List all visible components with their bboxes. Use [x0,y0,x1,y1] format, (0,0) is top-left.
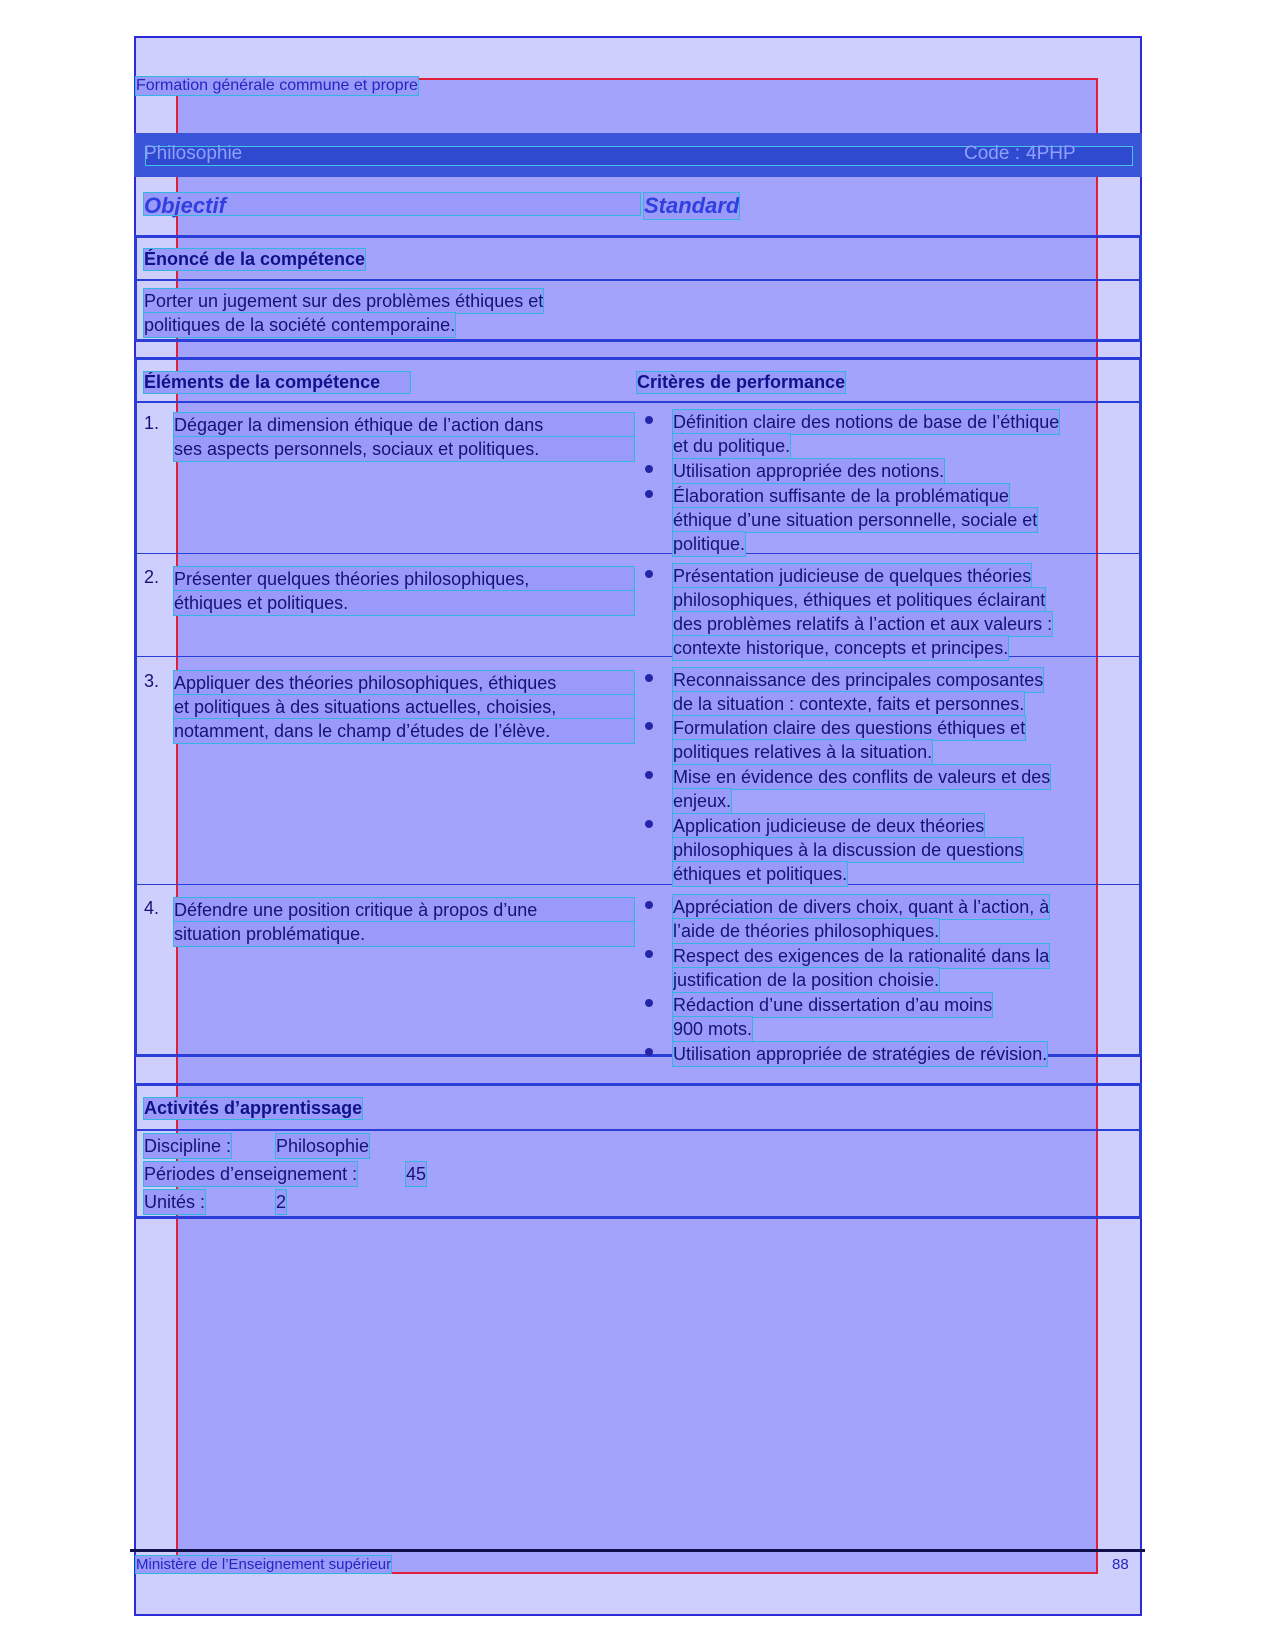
criterion-line: et du politique. [673,436,791,456]
criterion-line: Formulation claire des questions éthiques et [673,718,1026,738]
criterion-line: enjeux. [673,791,732,811]
criterion-line: l’aide de théories philosophiques. [673,921,940,941]
criterion-line: 900 mots. [673,1019,753,1039]
bullet-icon [645,570,653,578]
code-value: 4PHP [1026,143,1076,164]
bullet-icon [645,999,653,1007]
periods-value: 45 [406,1164,427,1184]
element-line: Dégager la dimension éthique de l’action dans [174,413,634,437]
bullet-icon [645,674,653,682]
bullet-icon [645,901,653,909]
units-value: 2 [276,1192,287,1212]
element-line: Appliquer des théories philosophiques, éthiques [174,671,634,695]
criterion-line: Appréciation de divers choix, quant à l’action, à [673,897,1050,917]
bullet-icon [645,416,653,424]
element-line: situation problématique. [174,922,634,946]
elements-header: Éléments de la compétence [144,372,410,393]
element-line: éthiques et politiques. [174,591,634,615]
competence-line-1: Porter un jugement sur des problèmes éthiques et [144,291,544,311]
standard-heading: Standard [644,193,740,218]
objective-heading: Objectif [144,193,640,215]
criterion-line: contexte historique, concepts et principes. [673,638,1009,658]
criterion-line: éthique d’une situation personnelle, sociale et [673,510,1038,530]
criterion-line: Application judicieuse de deux théories [673,816,985,836]
criterion-line: politiques relatives à la situation. [673,742,933,762]
units-label: Unités : [144,1192,206,1212]
bullet-icon [645,490,653,498]
criterion-line: Reconnaissance des principales composantes [673,670,1044,690]
element-line: Présenter quelques théories philosophiques, [174,567,634,591]
criterion-line: politique. [673,534,746,554]
bullet-icon [645,771,653,779]
criterion-line: Élaboration suffisante de la problématique [673,486,1009,506]
criterion-line: de la situation : contexte, faits et personnes. [673,694,1025,714]
activities-title: Activités d’apprentissage [144,1098,363,1118]
bullet-icon [645,1048,653,1056]
element-line: notamment, dans le champ d’études de l’élève. [174,719,634,743]
criterion-line: éthiques et politiques. [673,864,848,884]
criterion-line: Rédaction d’une dissertation d’au moins [673,995,993,1015]
element-line: Défendre une position critique à propos d’une [174,898,634,922]
competence-line-2: politiques de la société contemporaine. [144,315,456,335]
footer-ministry: Ministère de l’Enseignement supérieur [136,1556,392,1573]
criterion-line: des problèmes relatifs à l’action et aux valeurs : [673,614,1053,634]
discipline-value: Philosophie [276,1136,370,1156]
criterion-line: Utilisation appropriée des notions. [673,461,945,481]
criterion-line: Présentation judicieuse de quelques théories [673,566,1032,586]
code-label: Code : [964,143,1020,164]
periods-label: Périodes d’enseignement : [144,1164,358,1184]
element-line: et politiques à des situations actuelles, choisies, [174,695,634,719]
element-number: 4. [144,898,160,918]
criterion-line: philosophiques, éthiques et politiques éclairant [673,590,1046,610]
bullet-icon [645,820,653,828]
criteria-header: Critères de performance [637,372,846,392]
discipline-code-bar [134,133,1142,177]
element-line: ses aspects personnels, sociaux et politiques. [174,437,634,461]
section-header: Formation générale commune et propre [136,77,418,94]
bullet-icon [645,950,653,958]
footer-rule [130,1549,1145,1552]
criterion-line: Définition claire des notions de base de l’éthique [673,412,1060,432]
criterion-line: philosophiques à la discussion de questions [673,840,1024,860]
criterion-line: justification de la position choisie. [673,970,940,990]
competence-title: Énoncé de la compétence [144,249,366,269]
discipline-label: Discipline : [144,1136,232,1156]
criterion-line: Mise en évidence des conflits de valeurs et des [673,767,1051,787]
discipline-name: Philosophie [144,143,243,164]
element-number: 1. [144,413,160,433]
bullet-icon [645,465,653,473]
element-number: 3. [144,671,160,691]
criterion-line: Respect des exigences de la rationalité dans la [673,946,1050,966]
criterion-line: Utilisation appropriée de stratégies de révision. [673,1044,1048,1064]
element-number: 2. [144,567,160,587]
bullet-icon [645,722,653,730]
page-number: 88 [1112,1556,1129,1573]
